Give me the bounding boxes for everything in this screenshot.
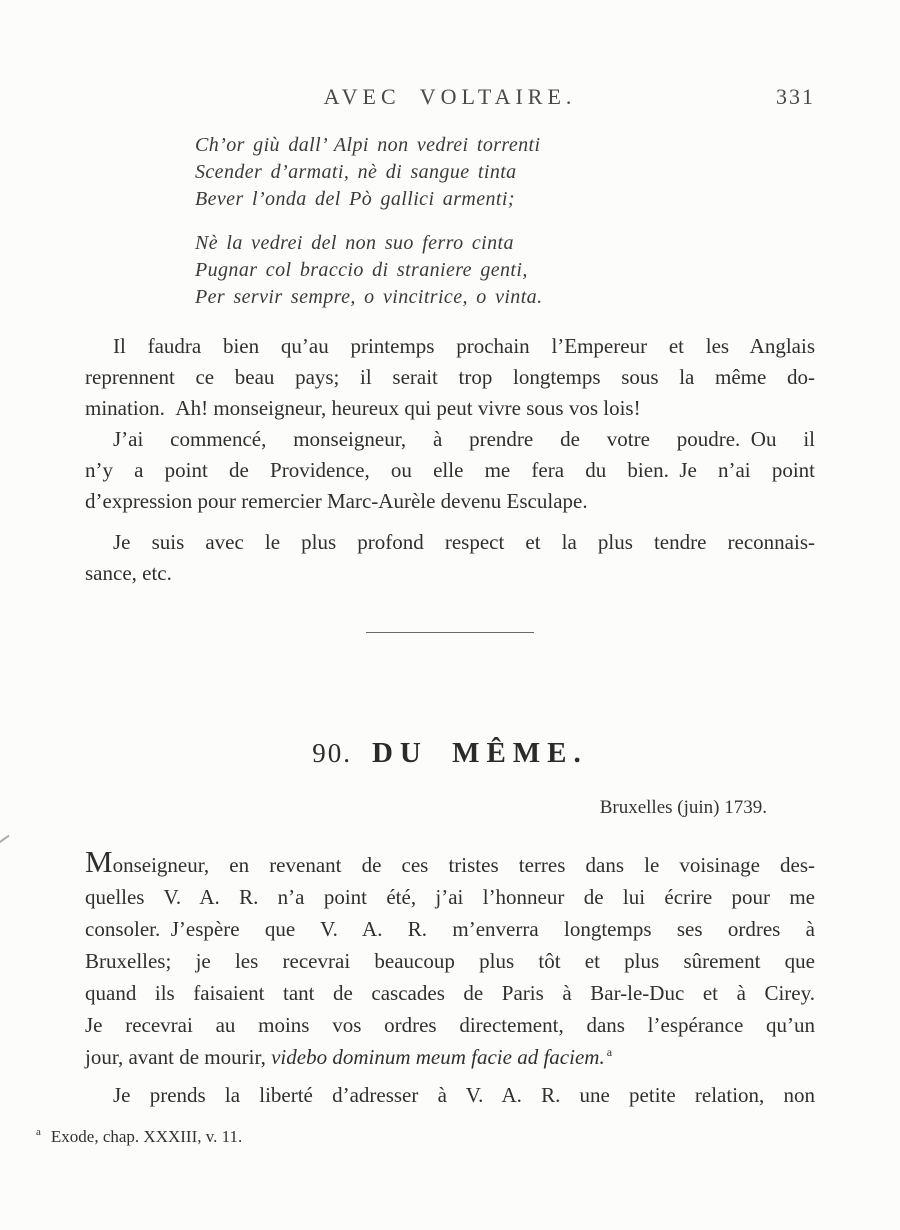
- page-number: 331: [776, 84, 815, 109]
- text-line: d’expression pour remercier Marc-Aurèle devenu Esculape.: [85, 489, 588, 513]
- text-line: mination. Ah! monseigneur, heureux qui peut vivre sous vos lois!: [85, 396, 641, 420]
- letter-90-body: [85, 844, 815, 1111]
- text-line: Il faudra bien qu’au printemps prochain l’Empereur et les Anglais: [113, 334, 815, 358]
- text-run: onseigneur, en revenant de ces tristes terres dans le voisinage des-: [112, 853, 815, 877]
- footnote: [36, 1127, 815, 1147]
- verse-stanza-1: [195, 132, 900, 213]
- text-line: consoler. J’espère que V. A. R. m’enverra longtemps ses ordres à: [85, 917, 815, 941]
- verse-line: Ch’or giù dall’ Alpi non vedrei torrenti: [195, 134, 541, 156]
- letter-number: 90.: [312, 738, 352, 768]
- section-heading: [0, 737, 900, 771]
- verse-line: Nè la vedrei del non suo ferro cinta: [195, 232, 514, 254]
- text-line: reprennent ce beau pays; il serait trop longtemps sous la même do-: [85, 365, 815, 389]
- running-title: AVEC VOLTAIRE.: [323, 84, 577, 109]
- text-line: [85, 844, 815, 881]
- text-line: quelles V. A. R. n’a point été, j’ai l’honneur de lui écrire pour me: [85, 885, 815, 909]
- footnote-text: Exode, chap. XXXIII, v. 11.: [50, 1127, 243, 1146]
- scan-artifact: [0, 835, 9, 843]
- initial-capital: M: [85, 844, 113, 879]
- verse-quotation: [195, 132, 900, 311]
- text-line: Je prends la liberté d’adresser à V. A. R. une petite relation, non: [113, 1083, 815, 1107]
- verse-line: Bever l’onda del Pò gallici armenti;: [195, 188, 515, 210]
- text-line: [85, 1041, 815, 1073]
- verse-stanza-2: [195, 230, 900, 311]
- page-header: [85, 84, 815, 110]
- text-line: quand ils faisaient tant de cascades de Paris à Bar-le-Duc et à Cirey.: [85, 981, 815, 1005]
- text-line: n’y a point de Providence, ou elle me fera du bien. Je n’ai point: [85, 458, 815, 482]
- letter-title: DU MÊME.: [371, 737, 588, 769]
- text-line: J’ai commencé, monseigneur, à prendre de votre poudre. Ou il: [113, 427, 815, 451]
- paragraph: [85, 424, 815, 517]
- latin-quote: videbo dominum meum facie ad faciem.: [271, 1045, 605, 1069]
- paragraph: [85, 331, 815, 424]
- verse-line: Pugnar col braccio di straniere genti,: [195, 259, 528, 281]
- section-divider: [366, 632, 534, 633]
- paragraph: [85, 844, 815, 1073]
- dateline: Bruxelles (juin) 1739.: [599, 797, 767, 818]
- footnote-reference-mark: a: [606, 1045, 613, 1059]
- text-run: jour, avant de mourir,: [85, 1045, 272, 1069]
- verse-line: Per servir sempre, o vincitrice, o vinta.: [195, 286, 543, 308]
- verse-line: Scender d’armati, nè di sangue tinta: [195, 161, 517, 183]
- paragraph: [85, 527, 815, 589]
- text-line: Bruxelles; je les recevrai beaucoup plus tôt et plus sûrement que: [85, 949, 815, 973]
- text-line: Je suis avec le plus profond respect et la plus tendre reconnais-: [113, 530, 815, 554]
- paragraph: [85, 1079, 815, 1111]
- text-line: sance, etc.: [85, 561, 172, 585]
- footnote-mark: a: [36, 1126, 41, 1139]
- text-line: Je recevrai au moins vos ordres directement, dans l’espérance qu’un: [85, 1013, 815, 1037]
- letter-89-body: [85, 331, 815, 589]
